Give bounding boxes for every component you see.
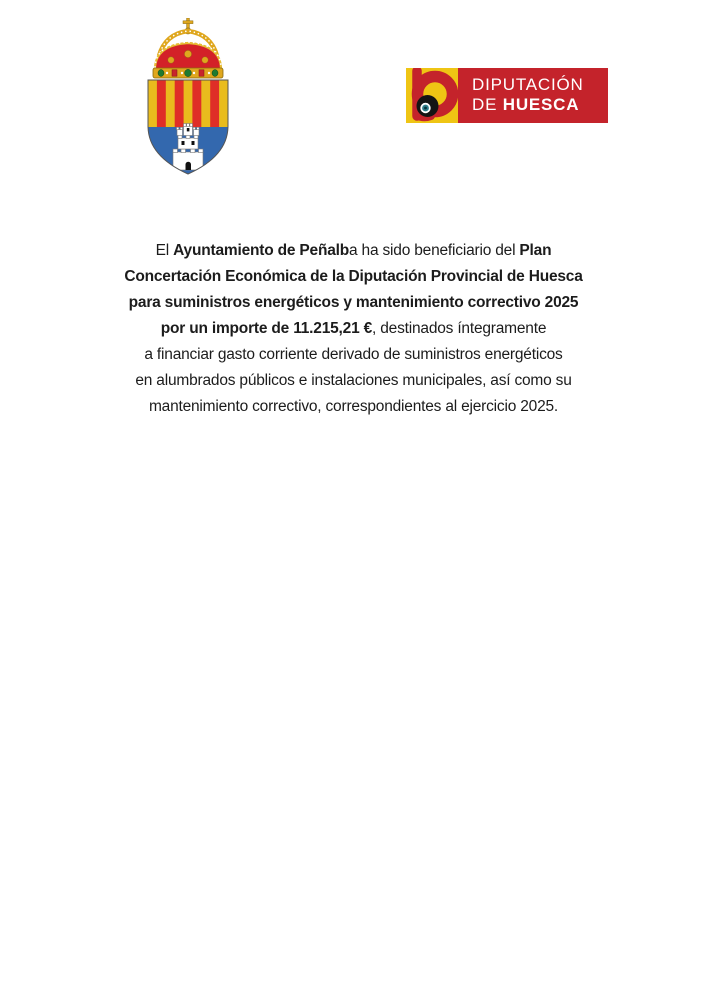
text-segment: mantenimiento correctivo, correspondientes al ejercicio 2025. <box>148 398 559 415</box>
dph-b-eye-icon <box>406 68 458 123</box>
text-segment: a financiar gasto corriente derivado de suministros energéticos <box>144 346 563 363</box>
text-segment: para suministros energéticos y mantenimiento correctivo 2025 <box>128 294 579 311</box>
text-segment: Concertación Económica de la Diputación Provincial de Huesca <box>124 268 583 285</box>
royal-crown <box>153 18 223 78</box>
dph-logo-line2-prefix: DE <box>472 95 503 114</box>
text-segment: El <box>155 242 174 259</box>
shield-field <box>148 80 228 175</box>
dph-logo-line2 <box>472 95 608 115</box>
paragraph-line <box>0 290 707 316</box>
dph-logo-line2-bold: HUESCA <box>502 95 580 114</box>
paragraph-line <box>0 342 707 368</box>
text-segment: por un importe de 11.215,21 € <box>160 320 373 337</box>
paragraph-line <box>0 238 707 264</box>
text-segment: Ayuntamiento de Peñalb <box>173 242 350 259</box>
paragraph-line <box>0 316 707 342</box>
penalba-coat-of-arms-icon <box>146 18 230 176</box>
text-segment: Plan <box>519 242 552 259</box>
diputacion-huesca-logo <box>406 68 608 123</box>
dph-logo-text <box>458 68 608 123</box>
paragraph-line <box>0 394 707 420</box>
text-segment: en alumbrados públicos e instalaciones municipales, así como su <box>135 372 572 389</box>
paragraph-line <box>0 368 707 394</box>
text-segment: , destinados íntegramente <box>372 320 547 337</box>
paragraph-line <box>0 264 707 290</box>
text-segment: a ha sido beneficiario del <box>349 242 520 259</box>
dph-logo-line1: DIPUTACIÓN <box>472 75 584 94</box>
announcement-paragraph <box>0 238 707 420</box>
